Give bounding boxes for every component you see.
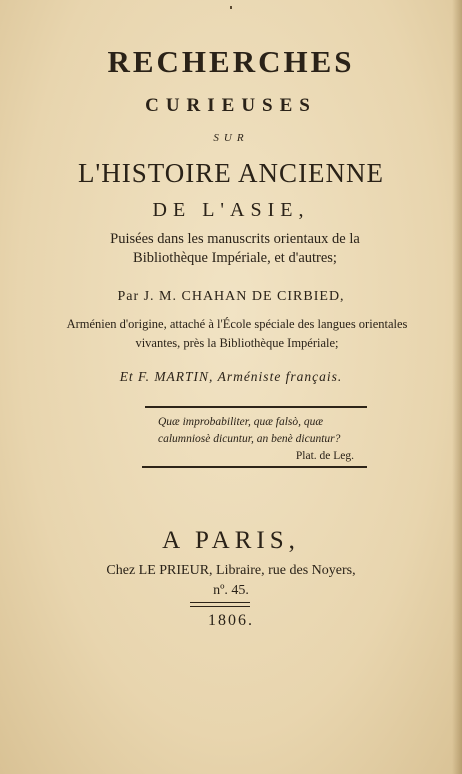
author-line: Par J. M. CHAHAN DE CIRBIED, <box>117 289 345 304</box>
place: A PARIS, <box>162 527 300 554</box>
epigraph <box>158 414 368 465</box>
title-line-3: SUR <box>213 132 249 144</box>
title-line-1: RECHERCHES <box>107 44 355 79</box>
address: nº. 45. <box>213 583 249 598</box>
year-top-rule <box>190 602 250 603</box>
year: 1806. <box>208 612 254 629</box>
page-mark <box>230 6 232 9</box>
year-top-rule-2 <box>190 606 250 607</box>
title-line-2: CURIEUSES <box>145 95 317 116</box>
epigraph-text: Quæ improbabiliter, quæ falsò, quæ calumniosè dicuntur, an benè dicuntur? <box>158 416 341 445</box>
subtitle: Puisées dans les manuscrits orientaux de la Bibliothèque Impériale, et d'autres; <box>110 231 360 266</box>
coauthor-line: Et F. MARTIN, Arméniste français. <box>119 369 343 384</box>
epigraph-source: Plat. de Leg. <box>295 450 354 462</box>
title-line-4: L'HISTOIRE ANCIENNE <box>77 158 385 188</box>
epigraph-top-rule <box>145 406 367 408</box>
publisher: Chez LE PRIEUR, Libraire, rue des Noyers, <box>106 563 356 578</box>
title-line-5: DE L'ASIE, <box>152 199 310 221</box>
epigraph-bottom-rule <box>142 466 367 468</box>
author-description: Arménien d'origine, attaché à l'École spéciale des langues orientales vivantes, près la Bibliothèque Impériale; <box>66 317 408 350</box>
